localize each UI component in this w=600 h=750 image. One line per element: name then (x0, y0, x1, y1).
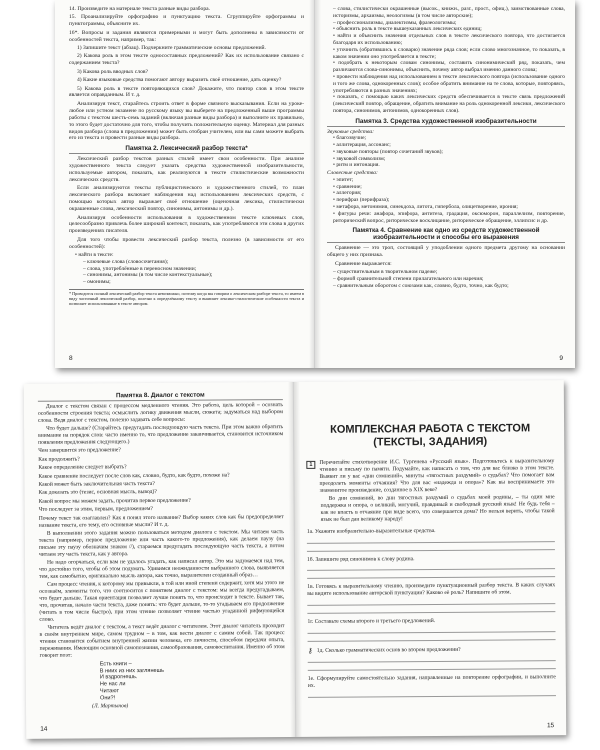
list-item: • звуковые повторы (повтор сочетаний звуков); (333, 149, 565, 156)
poem-line: Читают (99, 688, 120, 695)
paragraph: Какой вопрос мы можем задать, прочитав первое предложение? (38, 497, 191, 505)
paragraph: 14. Произведите на материале текста разные виды разбора. (69, 6, 210, 12)
question-1f: 1е. Сформулируйте самостоятельно задания, направленные на повторение орфографии, и выполните их. (307, 674, 556, 690)
list-item: • благозвучие; (333, 135, 565, 142)
paragraph: Анализируя особенности использования в художественном тексте ключевых слов, целесообразно привлечь более широкий контекст, показать, как употребляются эти слова в других произведениях писателя. (69, 214, 304, 235)
key-icon: ⚷ (307, 647, 313, 656)
task-1 (306, 458, 554, 496)
question-1d: 1г. Составьте схемы второго и третьего предложений. (307, 618, 436, 626)
section-heading: Памятка 2. Лексический разбор текста* (69, 145, 304, 154)
paragraph: Не надо огорчаться, если вам не удалось угадать, как написал автор. Это мы задумаемся над тем, что достойно того, чтобы об этом подумать. Удивимся неожиданности выбранного слова, выявляется тем, как самобытно, оригинально мысль автора, как точно, выразителен созданный образ… (39, 558, 285, 580)
bullet-list (327, 135, 565, 169)
list-item: • объяснить роль в тексте вышеуказанных лексических единиц; (333, 26, 565, 33)
list-item: • провести наблюдения над использованием в тексте лексического повтора (использование одного и того же слова, однокоренных слов); особое обратить внимание на те слова, которые, повторяясь, употребляются в разных значениях; (333, 74, 565, 94)
section-heading: Памятка 3. Средства художественной изобразительности (327, 118, 565, 127)
paragraph: 1) Запишите текст (абзац). Подчеркните грамматические основы предложений. (77, 45, 266, 52)
top-book-spread (55, 0, 575, 368)
list-item: • показать, с помощью каких лексических средств обеспечивается в тексте связь предложений (лексический повтор, обращение, обратить внимание на роль однокоренной лексики, лексического повтора, синонимов, антонимов, однокоренных слов). (333, 94, 565, 114)
question-1a: 1а. Укажите изобразительно-выразительные средства. (306, 527, 436, 535)
poem-author: (Л. Мартынов) (91, 702, 129, 710)
page-14 (24, 382, 296, 739)
paragraph: 5) Какова роль в тексте повторяющихся слов? Докажите, что повтор слов в этом тексте является оправданным. И т. д. (69, 85, 304, 99)
chapter-title (306, 422, 554, 450)
poem-line: Есть книги – (99, 660, 132, 668)
answer-line (308, 662, 556, 671)
question-1c: 1в. Готовясь к выразительному чтению, произведите пунктуационный разбор текста. В каких случаях вы видите использование авторской пунктуации? Каково её роль? Напишите об этом. (307, 582, 556, 598)
paragraph: Что будет дальше? (Старайтесь предугадать последующую часть текста. При этом важно обратить внимание на порядок слов: часто именно то, что предложение заканчивается, становится источником появления предложения следующего.) (38, 424, 284, 446)
bottom-book-spread (24, 380, 566, 739)
list-item: – формой сравнительной степени прилагательного или наречия; (333, 276, 565, 283)
answer-line (307, 543, 555, 552)
paragraph: Диалог с текстом связан с процессом медленного чтения. Это работа, цель которой – осознать особенности строения текста; осмыслить логику движения мысли, сюжета; задуматься над выбором слова. Ведя диалог с текстом, полезно задавать себе вопросы: (37, 402, 283, 424)
paragraph: Какое сравнение последует после слов как, словно, будто, как будто, похоже на? (38, 472, 230, 480)
paragraph: 15. Проанализируйте орфографию и пунктуацию текста. Сгруппируйте орфограммы и пунктограммы, объясните их. (69, 14, 304, 28)
list-item: • сравнение; (333, 184, 565, 191)
question-1b: 1б. Запишите ряд синонимов к слову родина. (306, 555, 415, 563)
page-15 (294, 380, 566, 737)
paragraph: Сравнение — это троп, состоящий у уподоблении одного предмета другому на основании общего у них признака. (327, 245, 565, 259)
answer-line (307, 571, 555, 580)
list-item: • аллитерация, ассонанс; (333, 142, 565, 149)
paragraph: 4) Какие языковые средства помогают автору выразить своё отношение, дать оценку? (77, 77, 282, 84)
bullet-list (327, 6, 565, 115)
subheading: Звуковые средства: (327, 128, 375, 135)
poem-line: И вздрогнешь. (99, 674, 138, 681)
page-number: 15 (546, 722, 555, 730)
list-item: • подобрать к некоторым словам синонимы, составить синонимический ряд, показать, чем различаются слова-синонимы, объяснить, почему автор выбрал именно данного слова; (333, 60, 565, 74)
paragraph: Анализируя текст, старайтесь строить ответ в форме связного высказывания. Если на уроке-любое или устном экзамене по русскому языку вы выберете на предложенный выше программы работы с текстом шесть-семь заданий (включая разные виды разбора) и выполните их правильно, то этого будет достаточно для того, чтобы получить положительную оценку. Материал для разных видов разбора (слова в предложении) может быть отобран учителем, или вы сами можете выбрать его из текста и провести разные виды разбора. (69, 100, 304, 142)
poem-line: Не нас ли (99, 681, 126, 688)
paragraph: Сравнение выражается: (335, 260, 392, 267)
paragraph: 3) Какова роль вводных слов? (77, 68, 149, 75)
chapter-title-line: (ТЕКСТЫ, ЗАДАНИЯ) (373, 435, 488, 449)
list-item: – профессионализмы, диалектизмы, фразеологизмы; (333, 20, 565, 27)
poem-line: Они?! (99, 695, 116, 702)
list-item: • фигуры речи: анафора, эпифора, антитеза, градация, оксюморон, параллелизм, повторение, риторический вопрос, риторическое восклицание, риторическое обращение, эллипсис и др. (333, 211, 565, 225)
answer-line (308, 689, 556, 698)
page-8 (55, 0, 315, 368)
list-item: • уточнить (обратившись к словарю) значение ряда слов; если слово многозначное, то показать, в каком значении оно употребляется в тексте; (333, 47, 565, 61)
list-item: • эпитет; (333, 177, 565, 184)
list-item: – слова, стилистически окрашенные (высок., книжн., разг., прост., офиц.), заимствованные слова, историзмы, архаизмы, неологизмы (в том числе авторские); (333, 6, 565, 20)
bullet-list (327, 269, 565, 289)
paragraph: Если анализируются тексты публицистического и художественного стилей, то план лексического разбора включает наблюдения над использованием лексических средств, с помощью которых автор выражает своё отношение (оценочная лексика, стилистически окрашенные слова, лексический повтор, синонимы, антонимы и др.). (69, 185, 304, 213)
answer-line (307, 605, 555, 614)
list-item: • найти в тексте: (75, 252, 304, 259)
list-item: • метафора, метонимия, синекдоха, литота, гипербола, олицетворение, ирония; (333, 204, 565, 211)
paragraph: Какой может быть заключительная часть текста? (38, 481, 155, 488)
paragraph: Какое определение следует выбрать? (38, 464, 127, 472)
page-number: 14 (40, 725, 48, 733)
page-9 (315, 0, 575, 368)
paragraph: Что последует за этим, первым, предложением? (38, 506, 153, 514)
paragraph: В выполнении этого задания можно пользоваться методом диалога с текстом. Мы читаем часть текста (например, первое предложение или часть какого-то предложения), как делаем паузу (на письме эту паузу обозначим знаком //), стараемся предугадать последующую часть текста, а потом читаем эту часть текста, как у автора. (38, 529, 284, 558)
page-number: 8 (69, 355, 73, 362)
paragraph: Чем завершится это предложение? (38, 447, 121, 455)
subheading: Словесные средства: (327, 170, 378, 177)
poem-line: В ниих из них заглянешь (99, 667, 165, 674)
list-item: • ритм и интонация. (333, 162, 565, 169)
list-item: • звуковой символизм; (333, 156, 565, 163)
answer-line (308, 633, 556, 642)
page-number: 9 (559, 355, 563, 362)
list-item: – сравнительным оборотом с союзами как, словно, будто, точно, как будто; (333, 283, 565, 290)
list-item: – существительным в творительном падеже; (333, 269, 565, 276)
list-item: – слова, употреблённые в переносном значении; (75, 266, 304, 273)
footnote: * Проводится полный лексический разбор текста невозможно, поэтому когда мы говорим о лексическом разборе текста, то имеем в виду частичный лексический разбор, полезно к определённому тексту и выявляет лексико-стилистические особенности текста и позволяет использованные в тексте автором. (69, 291, 304, 307)
list-item: – ключевые слова (словосочетания); (75, 259, 304, 266)
paragraph: Лексический разбор текстов разных стилей имеет свои особенности. При анализе художественного текста следует указать средства художественной изобразительности, используемые автором, показать, как реализуются в тексте стилистические возможности лексических средств. (69, 156, 304, 184)
bullet-list (69, 252, 304, 286)
paragraph: 2) Какова роль в этом тексте односоставных предложений? Как их использование связано с содержанием текста? (69, 53, 304, 67)
task-number-badge: 1 (306, 461, 315, 469)
paragraph: 16*. Вопросы и задания являются примерными и могут быть дополнены в зависимости от особенностей текста, например, так: (69, 29, 304, 43)
list-item: • найти и объяснить значения отдельных слов в тексте лексического повтора, что достигается благодаря их использованию; (333, 33, 565, 47)
list-item: – омонимы; (75, 279, 304, 286)
section-heading: Памятка 8. Диалог с текстом (38, 391, 283, 402)
chapter-title-line: КОМПЛЕКСНАЯ РАБОТА С ТЕКСТОМ (330, 422, 531, 436)
task-text: Перечитайте стихотворение И.С. Тургенева «Русский язык». Подготовьтесь к выразительному чтению и письму по памяти. Подумайте, как написать о том, что для вас близко в этом тексте. Выявит ли у вас «дни сомнений», минуты «тягостных раздумий» о судьбах? Что помогает вам преодолеть моменты отчаяния? Что для вас «надежда и опора»? Как вы воспринимаете это знаменитое произведение, созданное в XIX веке? (319, 458, 555, 494)
poem (100, 660, 285, 702)
list-item: – синонимы, антонимы (в том числе контекстуальные); (75, 272, 304, 279)
section-heading: Памятка 4. Сравнение как одно из средств художественной изобразительности и способы его выражения (327, 227, 565, 243)
paragraph: Для того чтобы провести лексический разбор текста, полезно (в зависимости от его особенностей): (69, 236, 304, 250)
paragraph: Читатель ведёт диалог с текстом, а текст ведёт диалог с читателем. Этот диалог читатель проходит в своём внутреннем мире, самом трудном – в том, как вести диалог с самим собой. Так процесс чтения становится событием внутренней жизни человека, его личности, способом передачи опыта, переживания. Имеющим основной самопознания, самообразования, самовоспитания. Именно об этом говорит поэт: (39, 623, 285, 659)
list-item: • перифраз (перифраза); (333, 197, 565, 204)
paragraph: Как доказать это (тезис, основная мысль, вывод)? (38, 489, 157, 497)
paragraph: Как продолжить? (38, 456, 80, 463)
bullet-list (327, 177, 565, 225)
paragraph: Сам процесс чтения, к которому мы привыкли, в той или иной степени содержит, хотя мы этого не осознаём, элементы того, что соотносится с понятием диалог с текстом: мы всегда предугадываем, что будет дальше. Такая ориентация позволяет лучше понять то, что происходит в тексте. Бывает так, что, прочитав, начало части текста, даже понять: что будет дальше, то-то угадываем его продолжение (читать в том числе быстро), при этом чтение позволяет чтение частью угаданной рифмующейся слово. (39, 580, 285, 623)
question-1e: 1д. Сколько грамматических основ во втором предложении? (316, 646, 461, 654)
list-item: • аллегория; (333, 190, 565, 197)
paragraph: Почему текст так озаглавлен? Как я понял этого название? Выбор каких слов как бы предопределяет название текста, его тему, его основные мысли? И т. д. (38, 513, 284, 529)
quoted-poem: Во дни сомнений, во дни тягостных раздумий о судьбах моей родины, – ты один мне поддержка и опора, о великий, могучий, правдивый и свободный русский язык! Не будь тебя – как не впасть в отчаяние при виде всего, что совершается дома? Но нельзя верить, чтобы такой язык не был дан великому народу! (320, 494, 555, 523)
